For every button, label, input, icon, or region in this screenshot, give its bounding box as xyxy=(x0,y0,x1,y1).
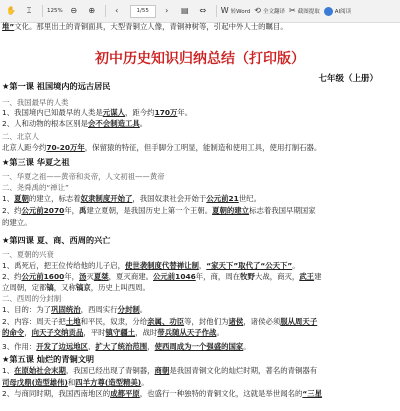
text-segment: ，又称 xyxy=(53,283,76,292)
text-segment: 2、内容：周天子把 xyxy=(2,317,66,326)
text-segment: 一、华夏之祖——黄帝和炎帝，人文初祖——黄帝 xyxy=(2,172,165,181)
text-line xyxy=(2,218,32,227)
text-line xyxy=(2,250,54,259)
text-segment: 世纪。 xyxy=(238,194,261,203)
word-icon: W xyxy=(220,6,229,15)
text-segment: 等，封他们为 xyxy=(184,317,229,326)
text-line xyxy=(2,183,69,192)
text-line xyxy=(2,389,322,398)
text-segment: 武王 xyxy=(299,272,315,281)
text-line xyxy=(2,158,70,167)
text-segment: ，我国已经出现了青铜器， xyxy=(65,366,155,375)
text-segment: 牧野 xyxy=(240,272,255,281)
text-segment: 元谋人 xyxy=(102,108,125,117)
prev-page-icon[interactable]: ‹ xyxy=(115,6,119,15)
text-segment: ， xyxy=(88,342,96,351)
text-segment: 在原始社会末期 xyxy=(14,366,66,375)
text-segment: 。 xyxy=(216,328,224,337)
text-segment: 夏朝 xyxy=(14,194,29,203)
text-segment: ★第四课 夏、商、西周的兴亡 xyxy=(2,235,111,245)
text-segment: 开发了边远地区 xyxy=(36,342,89,351)
text-segment: 四羊方尊(造型精美) xyxy=(75,378,142,387)
text-line xyxy=(2,98,69,107)
text-segment: 扩大了统治范围 xyxy=(95,342,148,351)
text-line xyxy=(2,294,61,303)
translate-icon: ⟲ xyxy=(254,6,261,15)
text-line xyxy=(2,328,224,337)
text-segment: 2、与商同时期，我国西南地区的 xyxy=(2,389,111,398)
text-segment: 的建立，标志着 xyxy=(28,194,81,203)
text-segment: ★第五课 灿烂的青铜文明 xyxy=(2,354,95,364)
text-segment: 灭 xyxy=(86,272,94,281)
text-segment: ，我国奴隶社会开始于 xyxy=(132,194,207,203)
text-segment: ， xyxy=(147,342,155,351)
text-segment: 年，商，周在 xyxy=(195,272,241,281)
text-line xyxy=(2,143,321,152)
text-segment: 公元前1600 xyxy=(21,272,65,281)
text-segment: 北京人距今约 xyxy=(2,143,47,152)
text-segment: 带兵随从天子作战 xyxy=(157,328,217,337)
text-segment: 2、人和动物的根本区别是 xyxy=(2,119,89,128)
fit-page-icon[interactable]: ⇔ xyxy=(199,6,207,15)
text-segment: 和 xyxy=(67,378,76,387)
text-line xyxy=(2,206,316,215)
text-line xyxy=(2,342,251,351)
text-line xyxy=(2,305,147,314)
text-segment: 建立夏朝，是我国历史上第一个王朝。 xyxy=(86,206,213,215)
text-line xyxy=(2,82,110,91)
text-segment: ，保留猿的特征，但手脚分工明显，能制造和使用工具，使用打制石器。 xyxy=(84,143,322,152)
text-segment: ，西周实行 xyxy=(80,305,118,314)
text-segment: 亲属、功臣 xyxy=(147,317,185,326)
text-segment: 公元前2070 xyxy=(21,206,65,215)
grade-label: 七年级（上册） xyxy=(318,74,378,84)
text-line xyxy=(2,132,39,141)
text-line xyxy=(2,317,317,326)
text-segment: 和平民，奴隶，分给 xyxy=(80,317,148,326)
text-segment: 。 xyxy=(243,342,251,351)
text-segment: 诸侯 xyxy=(228,317,244,326)
text-segment: 年， xyxy=(64,206,80,215)
text-segment: ， xyxy=(24,328,32,337)
text-segment: 1、 xyxy=(2,366,15,375)
text-segment: 二、尧舜禹的“禅让” xyxy=(2,183,69,192)
text-segment: 商朝 xyxy=(154,366,170,375)
text-segment: 服从周天子 xyxy=(280,317,318,326)
text-segment: 夏朝的建立 xyxy=(212,206,250,215)
text-segment: 一、夏朝的兴衰 xyxy=(2,250,54,259)
text-segment: 夏桀 xyxy=(93,272,109,281)
text-segment: 立周朝，定都 xyxy=(2,283,47,292)
text-line xyxy=(2,22,288,31)
text-segment: 。 xyxy=(139,305,148,314)
text-line xyxy=(2,108,192,117)
hand-tool-icon[interactable]: ✋ xyxy=(6,6,16,15)
text-segment: 2、约 xyxy=(2,272,22,281)
text-segment: 1、禹死后，把王位传给他的儿子启， xyxy=(2,261,125,270)
text-segment: 的命令 xyxy=(2,328,25,337)
toolbar-divider xyxy=(105,5,106,17)
toolbar-divider xyxy=(42,5,43,17)
text-segment: 使世袭制度代替禅让制 xyxy=(124,261,199,270)
to-word-button[interactable]: W 转Word xyxy=(220,6,251,15)
text-segment: 二、北京人 xyxy=(2,132,39,141)
text-segment: 1、 xyxy=(2,194,15,203)
text-line xyxy=(2,261,300,270)
text-segment: 文化。那里出土的青铜面具，大型青铜立人像，青铜神树等，引起中外人士的瞩目。 xyxy=(14,22,288,31)
text-segment: ，战时 xyxy=(135,328,158,337)
text-segment: 的建立。 xyxy=(2,218,32,227)
text-segment: 一、我国最早的人类 xyxy=(2,98,69,107)
text-line xyxy=(2,355,94,364)
ai-icon xyxy=(324,7,333,16)
text-segment: 堆” xyxy=(2,22,15,31)
text-line xyxy=(2,283,150,292)
text-segment: 公元前1046 xyxy=(153,272,196,281)
text-segment: ，历史上叫西周。 xyxy=(90,283,150,292)
text-segment: 向天子交纳贡品 xyxy=(31,328,84,337)
text-segment: 年。 xyxy=(177,108,193,117)
text-segment: 标志着我国早期国家 xyxy=(249,206,316,215)
text-segment: 镐京 xyxy=(75,283,91,292)
text-segment: 。 xyxy=(139,119,148,128)
text-segment: “三星 xyxy=(302,389,323,398)
text-segment: ，诸侯必须 xyxy=(243,317,281,326)
text-segment: 1、我国境内已知最早的人类是 xyxy=(2,108,103,117)
text-segment: 土地 xyxy=(65,317,81,326)
translate-button[interactable]: ⟲ 全文翻译 xyxy=(254,6,286,15)
pdf-toolbar xyxy=(0,0,400,23)
text-segment: 汤 xyxy=(79,272,87,281)
zoom-level[interactable]: 125% xyxy=(47,8,63,14)
text-segment: ★第三课 华夏之祖 xyxy=(2,157,70,167)
text-line xyxy=(2,236,110,245)
text-segment: 。 xyxy=(141,378,149,387)
text-segment: 3、作用： xyxy=(2,342,37,351)
text-segment: 司母戊鼎(造型雄伟) xyxy=(2,378,68,387)
zoom-out-icon[interactable]: ⊖ xyxy=(70,6,78,15)
text-segment: 大战，商灭， xyxy=(254,272,300,281)
text-segment: 奴隶制度开始了 xyxy=(80,194,133,203)
view-mode-icon[interactable]: ▤ xyxy=(180,6,189,15)
text-line xyxy=(2,272,321,281)
text-segment: 禹 xyxy=(79,206,87,215)
text-segment: 公元前21 xyxy=(206,194,239,203)
page-indicator[interactable]: 1/55 xyxy=(130,5,156,18)
text-segment: ★第一课 祖国境内的远古居民 xyxy=(2,81,111,91)
text-segment: 镐 xyxy=(46,283,54,292)
text-segment: ，夏灭商建。 xyxy=(108,272,153,281)
text-segment: 70-20万年 xyxy=(46,143,85,152)
select-tool-icon[interactable]: ⌶ xyxy=(26,6,32,15)
text-segment: 成都平原 xyxy=(110,389,140,398)
scissors-icon: ✂ xyxy=(289,6,296,15)
text-segment: 二、西周的分封制 xyxy=(2,294,62,303)
text-segment: 镇守疆土 xyxy=(105,328,136,337)
text-segment: 建 xyxy=(314,272,322,281)
text-segment: 巩固统治 xyxy=(51,305,81,314)
text-line xyxy=(2,172,165,181)
text-segment: “家天下”取代了“公天下” xyxy=(206,261,293,270)
text-line xyxy=(2,366,317,375)
text-segment: 会不会制造工具 xyxy=(88,119,140,128)
page-title: 初中历史知识归纳总结（打印版） xyxy=(95,51,305,67)
next-page-icon[interactable]: › xyxy=(165,6,169,15)
text-segment: 1、目的：为了 xyxy=(2,305,52,314)
text-line xyxy=(2,194,261,203)
screenshot-extract-button[interactable]: ✂ 截图提取 xyxy=(289,6,320,15)
text-segment: ， xyxy=(198,261,207,270)
text-segment: ，也盛行一种独特的青铜文化，这就是举世闻名的 xyxy=(139,389,303,398)
ai-read-button[interactable]: AI阅读 xyxy=(324,3,351,19)
text-segment: 使西周成为一个强盛的国家 xyxy=(154,342,244,351)
document-page xyxy=(0,22,400,411)
text-segment: ，平时 xyxy=(83,328,106,337)
text-segment: 年， xyxy=(64,272,80,281)
text-line xyxy=(2,119,147,128)
text-segment: 2、约 xyxy=(2,206,22,215)
toolbar-divider xyxy=(216,5,217,17)
zoom-in-icon[interactable]: ⊕ xyxy=(88,6,96,15)
text-segment: ，距今约 xyxy=(124,108,155,117)
text-line xyxy=(2,378,149,387)
text-segment: 。 xyxy=(292,261,300,270)
text-segment: 170万 xyxy=(154,108,178,117)
text-segment: 是我国青铜文化的灿烂时期，著名的青铜器有 xyxy=(169,366,318,375)
text-segment: 分封制 xyxy=(117,305,140,314)
